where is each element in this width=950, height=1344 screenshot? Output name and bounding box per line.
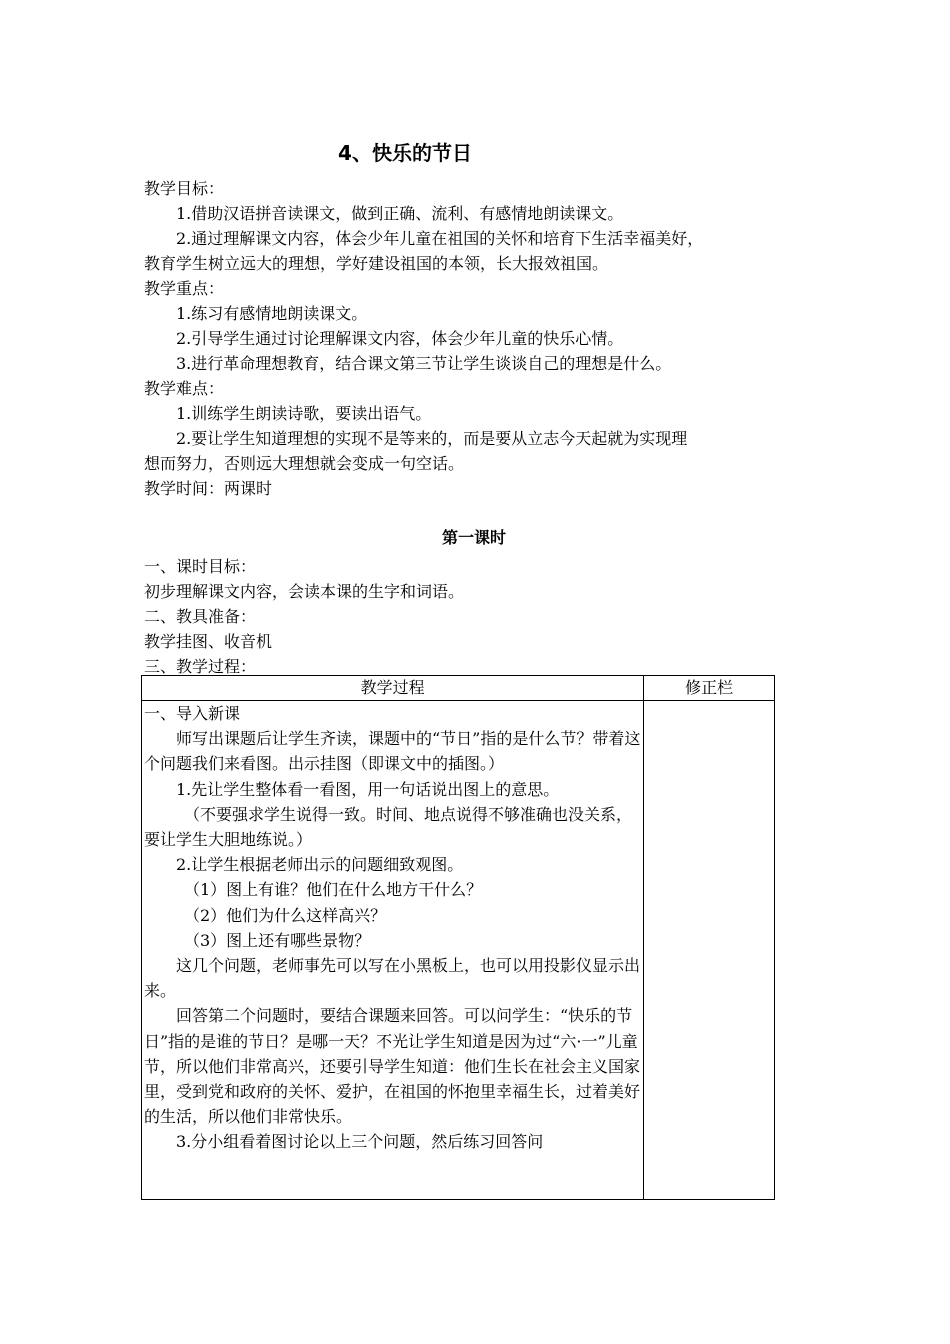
process-line: 这几个问题，老师事先可以写在小黑板上，也可以用投影仪显示出来。	[144, 956, 641, 1001]
process-line: （3）图上还有哪些景物？	[184, 930, 371, 950]
session-title: 第一课时	[441, 528, 506, 547]
revision-column-header: 修正栏	[644, 676, 775, 701]
objective-item-continued: 教育学生树立远大的理想，学好建设祖国的本领，长大报效祖国。	[144, 254, 609, 273]
session-prep: 教学挂图、收音机	[144, 632, 273, 651]
objective-item: 1.借助汉语拼音读课文，做到正确、流利、有感情地朗读课文。	[176, 204, 624, 223]
process-line: 一、导入新课	[144, 704, 241, 723]
table-header-row	[142, 676, 775, 701]
difficulty-item: 1.训练学生朗读诗歌，要读出语气。	[176, 404, 432, 423]
process-column-header: 教学过程	[142, 676, 644, 701]
session-prep-heading: 二、教具准备：	[144, 607, 257, 626]
revision-cell	[644, 701, 775, 1200]
table-row	[142, 701, 775, 1200]
objectives-heading: 教学目标：	[144, 179, 225, 198]
process-line: 1.先让学生整体看一看图，用一句话说出图上的意思。	[176, 779, 560, 799]
session-goal: 初步理解课文内容，会读本课的生字和词语。	[144, 582, 465, 601]
key-point-item: 1.练习有感情地朗读课文。	[176, 304, 368, 323]
process-line: （不要强求学生说得一致。时间、地点说得不够准确也没关系，要让学生大胆地练说。）	[144, 804, 633, 850]
key-point-item: 2.引导学生通过讨论理解课文内容，体会少年儿童的快乐心情。	[176, 329, 624, 348]
key-point-item: 3.进行革命理想教育，结合课文第三节让学生谈谈自己的理想是什么。	[176, 354, 672, 373]
page-title: 4、快乐的节日	[338, 141, 472, 165]
process-line: 师写出课题后让学生齐读，课题中的“节日”指的是什么节？带着这个问题我们来看图。出示挂图（即课文中的插图。）	[144, 729, 641, 774]
teaching-time: 教学时间：两课时	[144, 479, 273, 498]
difficulties-heading: 教学难点：	[144, 379, 225, 398]
difficulty-item-continued: 想而努力，否则远大理想就会变成一句空话。	[144, 454, 465, 473]
difficulty-item: 2.要让学生知道理想的实现不是等来的，而是要从立志今天起就为实现理	[176, 429, 688, 448]
session-process-heading: 三、教学过程：	[144, 657, 257, 676]
process-line: 回答第二个问题时，要结合课题来回答。可以问学生：“快乐的节日”指的是谁的节日？是哪一天？不光让学生知道是因为过“六·一”儿童节，所以他们非常高兴，还要引导学生知道：他们生长在社会主义国家里，受到党和政府的关怀、爱护，在祖国的怀抱里幸福生长，过着美好的生活，所以他们非常快乐。	[144, 1006, 641, 1127]
process-cell	[142, 701, 644, 1200]
process-line: （2）他们为什么这样高兴？	[184, 905, 387, 925]
process-line: 2.让学生根据老师出示的问题细致观图。	[176, 855, 464, 875]
process-line: （1）图上有谁？他们在什么地方干什么？	[184, 880, 483, 900]
session-goal-heading: 一、课时目标：	[144, 557, 257, 576]
objective-item: 2.通过理解课文内容，体会少年儿童在祖国的关怀和培育下生活幸福美好，	[176, 229, 704, 248]
key-points-heading: 教学重点：	[144, 279, 225, 298]
lesson-plan-body	[144, 176, 804, 679]
process-line: 3.分小组看着图讨论以上三个问题，然后练习回答问	[176, 1132, 544, 1152]
teaching-process-table	[141, 675, 775, 1200]
